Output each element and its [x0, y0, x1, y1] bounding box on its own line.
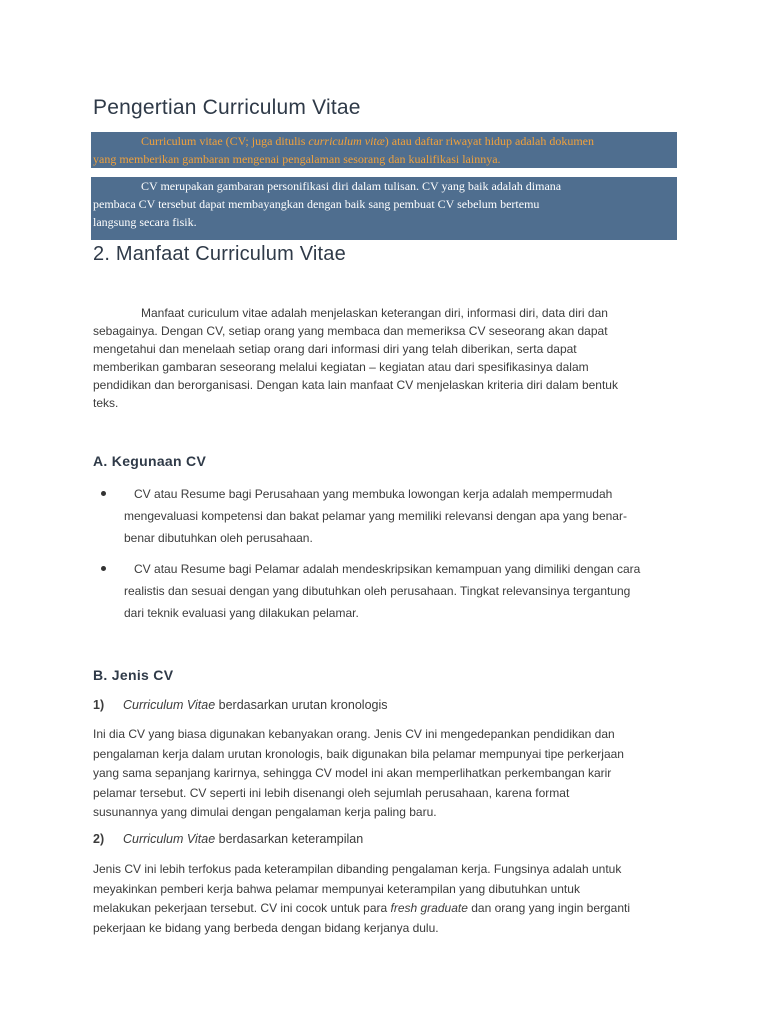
bullet-text: CV atau Resume bagi Perusahaan yang membuka lowongan kerja adalah mempermudah	[134, 487, 613, 501]
personification-line-3: langsung secara fisik.	[93, 215, 197, 229]
bullet-item	[124, 483, 684, 549]
bullet-item	[124, 558, 684, 624]
paragraph-line: teks.	[93, 396, 119, 410]
definition-line-2: yang memberikan gambaran mengenai pengalaman sesorang dan kualifikasi lainnya.	[93, 152, 501, 166]
paragraph-line	[93, 899, 683, 919]
jenis-item-paragraph	[93, 725, 683, 823]
jenis-item-paragraph	[93, 860, 683, 938]
bullet-dot	[101, 491, 106, 496]
paragraph-line: susunannya yang dimulai dengan pengalaman kerja paling baru.	[93, 805, 437, 819]
paragraph-text: melakukan pekerjaan tersebut. CV ini cocok untuk para	[93, 901, 391, 915]
paragraph-line	[93, 304, 675, 322]
section-a-title: A. Kegunaan CV	[93, 453, 207, 469]
bullet-line	[124, 483, 684, 505]
bullet-line: mengevaluasi kompetensi dan bakat pelamar yang memiliki relevansi dengan apa yang benar-	[124, 509, 627, 523]
paragraph-italic: fresh graduate	[390, 901, 468, 915]
bullet-line: benar dibutuhkan oleh perusahaan.	[124, 531, 313, 545]
jenis-item-heading	[93, 698, 388, 712]
personification-highlight-box	[91, 177, 677, 240]
item-heading-text: berdasarkan keterampilan	[215, 832, 364, 846]
jenis-item-heading	[93, 832, 363, 846]
paragraph-text: dan orang yang ingin berganti	[467, 901, 631, 915]
paragraph-text: Manfaat curiculum vitae adalah menjelaskan keterangan diri, informasi diri, data diri dan	[141, 306, 608, 320]
item-number: 1)	[93, 698, 105, 712]
bullet-line	[124, 558, 684, 580]
bullet-text: CV atau Resume bagi Pelamar adalah mendeskripsikan kemampuan yang dimiliki dengan cara	[134, 562, 641, 576]
section-2-title: 2. Manfaat Curriculum Vitae	[93, 243, 346, 265]
paragraph-line: pelamar tersebut. CV seperti ini lebih disenangi oleh sejumlah perusahaan, karena format	[93, 785, 570, 800]
item-heading-italic: Curriculum Vitae	[123, 832, 216, 846]
item-number: 2)	[93, 832, 105, 846]
paragraph-line: mengetahui dan menelaah setiap orang dari informasi diri yang telah diberikan, serta dapat	[93, 342, 577, 356]
item-heading-italic: Curriculum Vitae	[123, 698, 216, 712]
bullet-line: realistis dan sesuai dengan yang dibutuhkan oleh perusahaan. Tingkat relevansinya tergantung	[124, 584, 631, 598]
bullet-dot	[101, 566, 106, 571]
manfaat-paragraph	[93, 304, 675, 412]
definition-text-italic: curriculum vitæ	[308, 134, 385, 148]
bullet-line: dari teknik evaluasi yang dilakukan pelamar.	[124, 606, 359, 620]
page-title: Pengertian Curriculum Vitae	[93, 96, 361, 119]
definition-line-1	[93, 132, 675, 150]
definition-text-post: ) atau daftar riwayat hidup adalah dokumen	[384, 134, 594, 148]
paragraph-line: pendidikan dan berorganisasi. Dengan kata lain manfaat CV menjelaskan kriteria diri dalam bentuk	[93, 378, 618, 392]
paragraph-line: Ini dia CV yang biasa digunakan kebanyakan orang. Jenis CV ini mengedepankan pendidikan dan	[93, 727, 615, 741]
item-heading-text: berdasarkan urutan kronologis	[215, 698, 388, 712]
paragraph-line: meyakinkan pemberi kerja bahwa pelamar mempunyai keterampilan yang dibutuhkan untuk	[93, 881, 580, 896]
personification-line-2: pembaca CV tersebut dapat membayangkan dengan baik sang pembuat CV sebelum bertemu	[93, 197, 540, 211]
paragraph-line: memberikan gambaran seseorang melalui kegiatan – kegiatan atau dari spesifikasinya dalam	[93, 360, 589, 374]
section-b-title: B. Jenis CV	[93, 667, 174, 683]
definition-highlight-box	[91, 132, 677, 168]
paragraph-line: sebagainya. Dengan CV, setiap orang yang membaca dan memeriksa CV seseorang akan dapat	[93, 324, 608, 338]
personification-text-1: CV merupakan gambaran personifikasi diri dalam tulisan. CV yang baik adalah dimana	[141, 179, 562, 193]
paragraph-line: pekerjaan ke bidang yang berbeda dengan bidang kerjanya dulu.	[93, 920, 439, 935]
definition-text-pre: Curriculum vitae (CV; juga ditulis	[141, 134, 309, 148]
personification-line-1	[93, 177, 675, 195]
paragraph-line: pengalaman kerja dalam urutan kronologis, baik digunakan bila pelamar mempunyai tipe perkerjaan	[93, 746, 624, 761]
paragraph-line: yang sama sepanjang karirnya, sehingga CV model ini akan memperlihatkan perkembangan karir	[93, 766, 612, 780]
paragraph-line: Jenis CV ini lebih terfokus pada keterampilan dibanding pengalaman kerja. Fungsinya adalah untuk	[93, 862, 622, 876]
